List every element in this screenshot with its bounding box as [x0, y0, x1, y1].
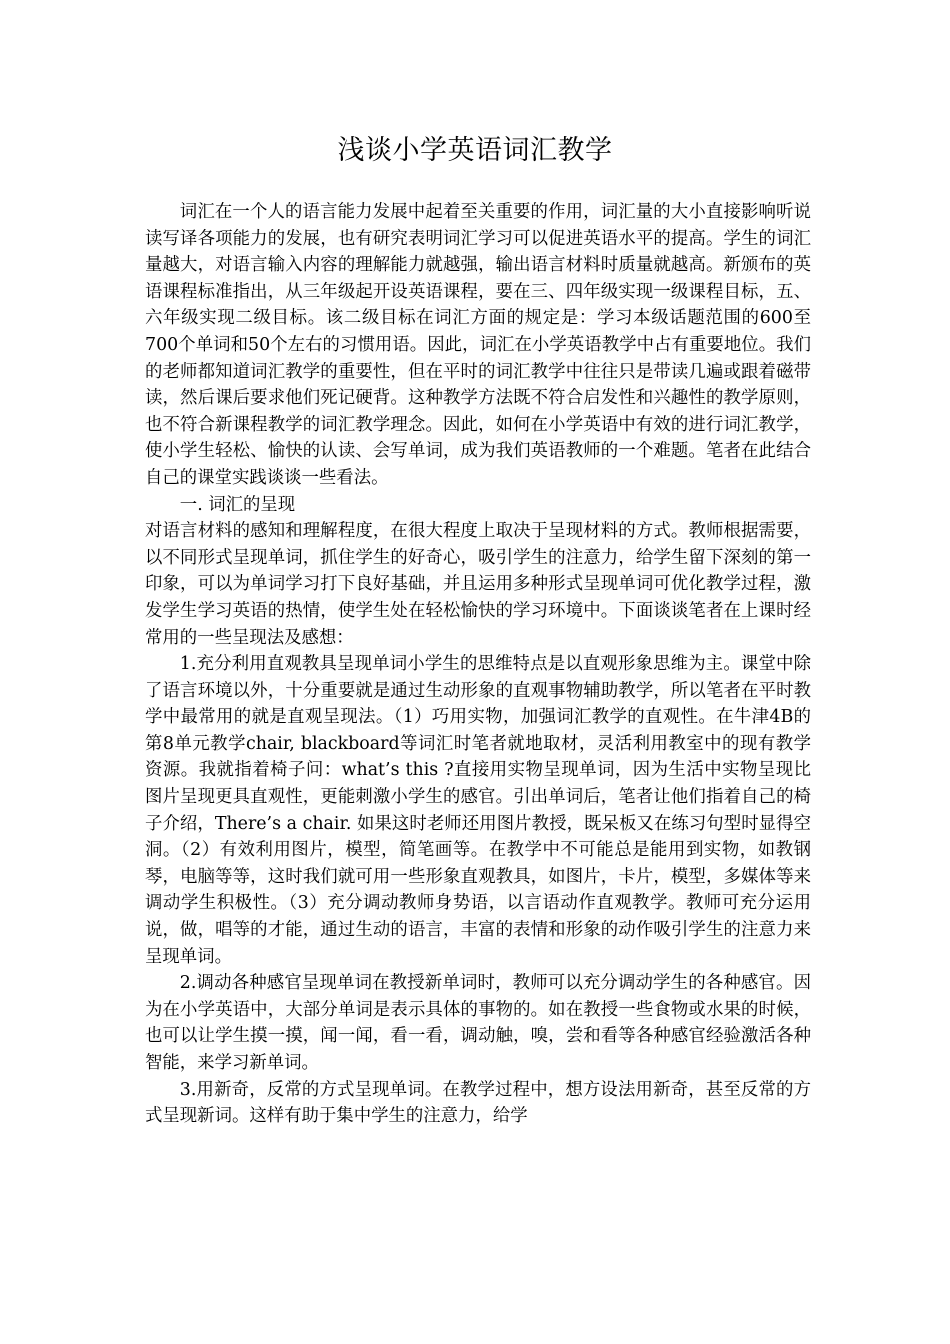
paragraph-method-novel: 3.用新奇，反常的方式呈现单词。在教学过程中，想方设法用新奇，甚至反常的方式呈现新词。这样有助于集中学生的注意力，给学	[145, 1079, 811, 1127]
section-heading-vocabulary-presentation: 一. 词汇的呈现	[179, 494, 296, 515]
paragraph-presentation-overview: 对语言材料的感知和理解程度，在很大程度上取决于呈现材料的方式。教师根据需要，以不同形式呈现单词，抓住学生的好奇心，吸引学生的注意力，给学生留下深刻的第一印象，可以为单词学习打下良好基础，并且运用多种形式呈现单词可优化教学过程，激发学生学习英语的热情，使学生处在轻松愉快的学习环境中。下面谈谈笔者在上课时经常用的一些呈现法及感想：	[145, 521, 811, 648]
paragraph-method-visual-aids: 1.充分利用直观教具呈现单词小学生的思维特点是以直观形象思维为主。课堂中除了语言环境以外，十分重要就是通过生动形象的直观事物辅助教学，所以笔者在平时教学中最常用的就是直观呈现法。（1）巧用实物，加强词汇教学的直观性。在牛津4B的第8单元教学chair, blackboard等词汇时笔者就地取材，灵活利用教室中的现有教学资源。我就指着椅子问：what’s this ?直接用实物呈现单词，因为生活中实物呈现比图片呈现更具直观性，更能刺激小学生的感官。引出单词后，笔者让他们指着自己的椅子介绍，There’s a chair. 如果这时老师还用图片教授，既呆板又在练习句型时显得空洞。（2）有效利用图片，模型，简笔画等。在教学中不可能总是能用到实物，如教钢琴，电脑等等，这时我们就可用一些形象直观教具，如图片，卡片，模型，多媒体等来调动学生积极性。（3）充分调动教师身势语，以言语动作直观教学。教师可充分运用说，做，唱等的才能，通过生动的语言，丰富的表情和形象的动作吸引学生的注意力来呈现单词。	[145, 654, 811, 967]
document-title: 浅谈小学英语词汇教学	[337, 135, 613, 166]
paragraph-method-senses: 2.调动各种感官呈现单词在教授新单词时，教师可以充分调动学生的各种感官。因为在小学英语中，大部分单词是表示具体的事物的。如在教授一些食物或水果的时候，也可以让学生摸一摸，闻一闻，看一看，调动触，嗅，尝和看等各种感官经验激活各种智能，来学习新单词。	[145, 973, 811, 1073]
document-body	[145, 199, 811, 1130]
paragraph-intro: 词汇在一个人的语言能力发展中起着至关重要的作用，词汇量的大小直接影响听说读写译各项能力的发展，也有研究表明词汇学习可以促进英语水平的提高。学生的词汇量越大，对语言输入内容的理解能力就越强，输出语言材料时质量就越高。新颁布的英语课程标准指出，从三年级起开设英语课程，要在三、四年级实现一级课程目标，五、六年级实现二级目标。该二级目标在词汇方面的规定是：学习本级话题范围的600至700个单词和50个左右的习惯用语。因此，词汇在小学英语教学中占有重要地位。我们的老师都知道词汇教学的重要性，但在平时的词汇教学中往往只是带读几遍或跟着磁带读，然后课后要求他们死记硬背。这种教学方法既不符合启发性和兴趣性的教学原则，也不符合新课程教学的词汇教学理念。因此，如何在小学英语中有效的进行词汇教学，使小学生轻松、愉快的认读、会写单词，成为我们英语教师的一个难题。笔者在此结合自己的课堂实践谈谈一些看法。	[145, 202, 811, 488]
